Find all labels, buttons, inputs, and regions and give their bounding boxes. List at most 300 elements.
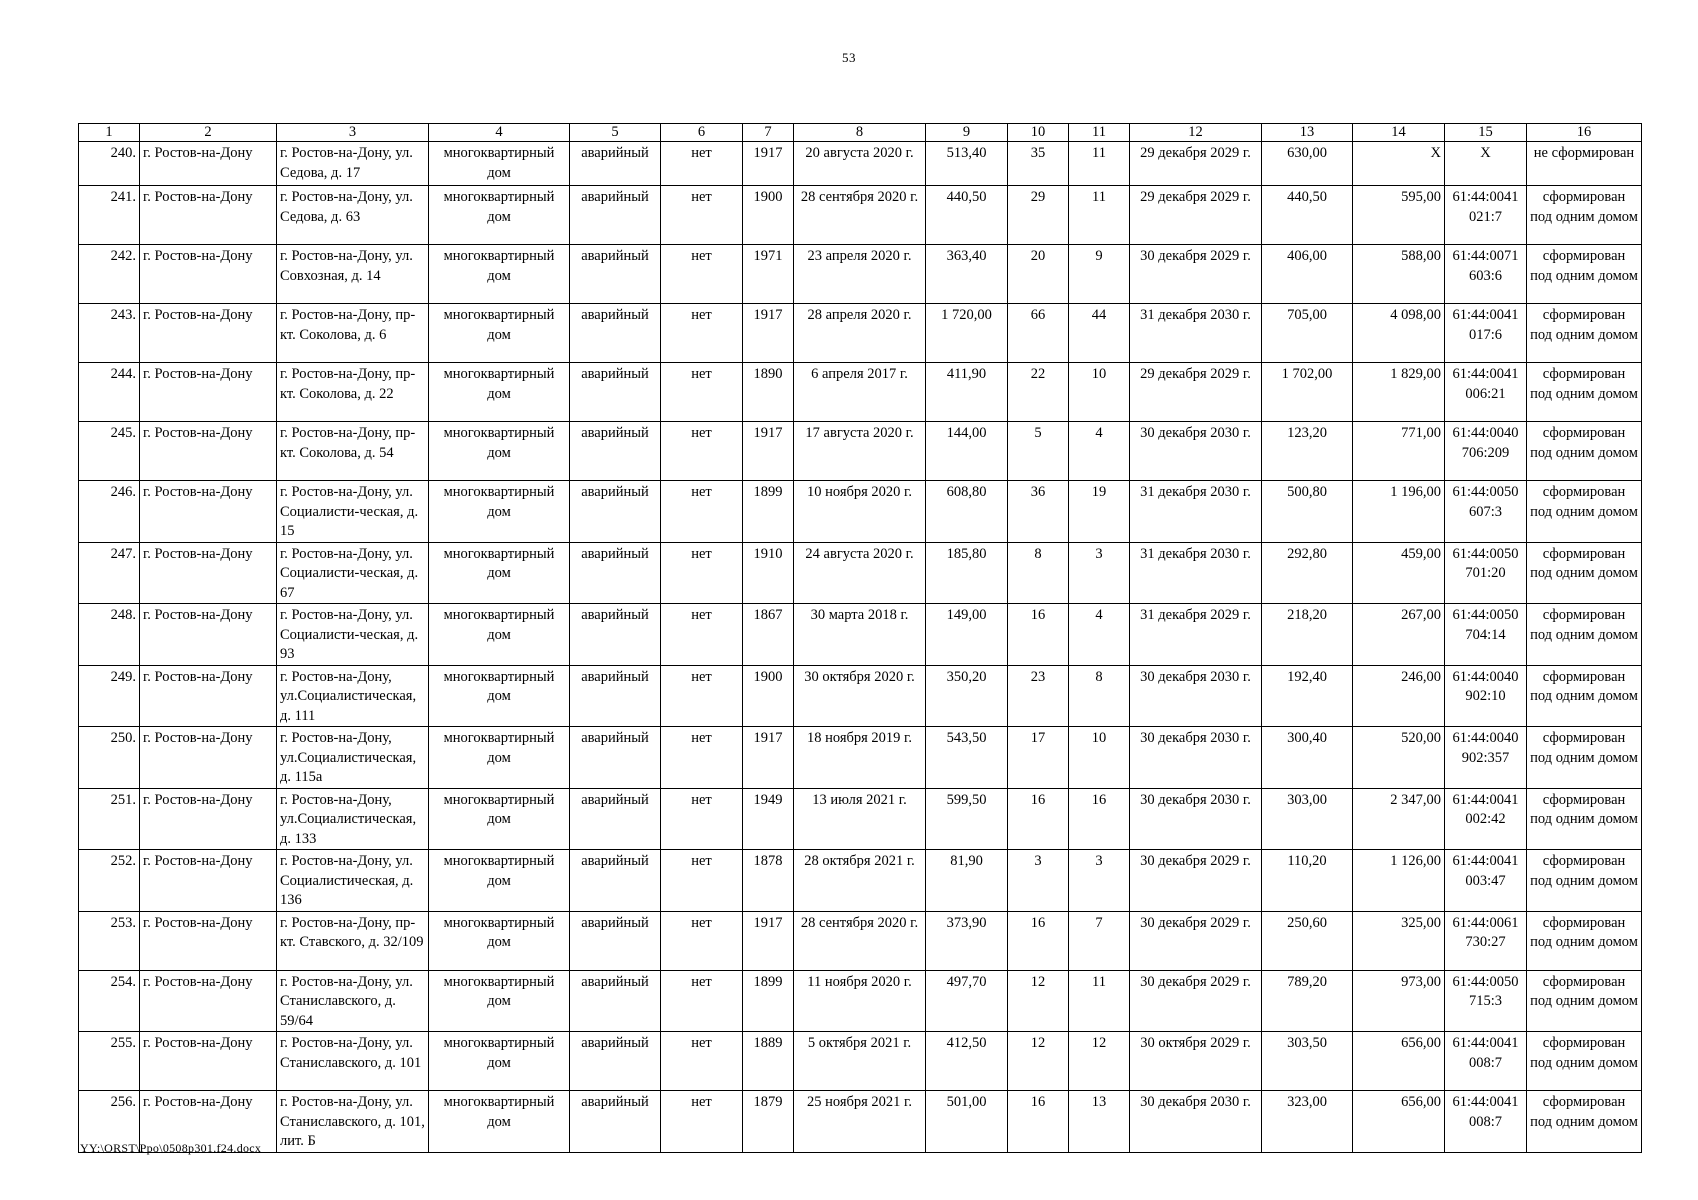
cell-premises: 8 xyxy=(1069,665,1130,727)
table-row xyxy=(79,186,1642,245)
cell-condition: аварийный xyxy=(570,363,661,422)
column-header-12: 12 xyxy=(1130,124,1262,142)
cell-cadastral-number: 61:44:0041 021:7 xyxy=(1445,186,1527,245)
cell-residents: 16 xyxy=(1008,604,1069,666)
cell-residents: 35 xyxy=(1008,142,1069,186)
cell-row-number: 244. xyxy=(79,363,140,422)
cell-premises: 3 xyxy=(1069,542,1130,604)
table-row xyxy=(79,970,1642,1032)
cell-row-number: 243. xyxy=(79,304,140,363)
table-row xyxy=(79,727,1642,789)
cell-municipality: г. Ростов-на-Дону xyxy=(140,304,277,363)
cell-row-number: 245. xyxy=(79,422,140,481)
cell-land-status: сформирован под одним домом xyxy=(1527,665,1642,727)
cell-cadastral-number: 61:44:0050 701:20 xyxy=(1445,542,1527,604)
column-header-2: 2 xyxy=(140,124,277,142)
cell-land-cadastral-area: 588,00 xyxy=(1353,245,1445,304)
cell-address: г. Ростов-на-Дону, пр-кт. Соколова, д. 6 xyxy=(277,304,429,363)
cell-land-status: сформирован под одним домом xyxy=(1527,970,1642,1032)
cell-area: 412,50 xyxy=(926,1032,1008,1091)
cell-land-area: 303,50 xyxy=(1262,1032,1353,1091)
cell-residents: 23 xyxy=(1008,665,1069,727)
cell-building-type: многоквартирный дом xyxy=(429,186,570,245)
cell-area: 501,00 xyxy=(926,1091,1008,1153)
cell-area: 599,50 xyxy=(926,788,1008,850)
cell-cadastral-number: 61:44:0050 715:3 xyxy=(1445,970,1527,1032)
cell-relocation-date: 30 декабря 2030 г. xyxy=(1130,788,1262,850)
cell-relocation-date: 30 декабря 2030 г. xyxy=(1130,665,1262,727)
cell-residents: 8 xyxy=(1008,542,1069,604)
cell-row-number: 247. xyxy=(79,542,140,604)
cell-cadastral-number: 61:44:0061 730:27 xyxy=(1445,911,1527,970)
cell-land-area: 218,20 xyxy=(1262,604,1353,666)
column-header-5: 5 xyxy=(570,124,661,142)
cell-recognition-date: 10 ноября 2020 г. xyxy=(794,481,926,543)
cell-municipality: г. Ростов-на-Дону xyxy=(140,186,277,245)
page-number: 53 xyxy=(842,50,856,65)
cell-land-cadastral-area: 656,00 xyxy=(1353,1032,1445,1091)
cell-land-cadastral-area: 1 829,00 xyxy=(1353,363,1445,422)
cell-relocation-date: 30 октября 2029 г. xyxy=(1130,1032,1262,1091)
cell-municipality: г. Ростов-на-Дону xyxy=(140,727,277,789)
cell-cadastral-number: 61:44:0050 607:3 xyxy=(1445,481,1527,543)
cell-residents: 66 xyxy=(1008,304,1069,363)
cell-area: 363,40 xyxy=(926,245,1008,304)
table-row xyxy=(79,363,1642,422)
cell-area: 373,90 xyxy=(926,911,1008,970)
cell-land-area: 406,00 xyxy=(1262,245,1353,304)
cell-relocation-date: 30 декабря 2029 г. xyxy=(1130,850,1262,912)
cell-land-status: сформирован под одним домом xyxy=(1527,245,1642,304)
cell-cadastral-number: 61:44:0040 902:10 xyxy=(1445,665,1527,727)
cell-year-built: 1899 xyxy=(743,481,794,543)
cell-condition: аварийный xyxy=(570,788,661,850)
column-header-13: 13 xyxy=(1262,124,1353,142)
cell-cultural-heritage: нет xyxy=(661,245,743,304)
cell-cadastral-number: 61:44:0041 006:21 xyxy=(1445,363,1527,422)
cell-municipality: г. Ростов-на-Дону xyxy=(140,665,277,727)
cell-cultural-heritage: нет xyxy=(661,1032,743,1091)
cell-year-built: 1917 xyxy=(743,422,794,481)
cell-year-built: 1890 xyxy=(743,363,794,422)
cell-land-cadastral-area: Х xyxy=(1353,142,1445,186)
cell-premises: 11 xyxy=(1069,142,1130,186)
cell-land-area: 123,20 xyxy=(1262,422,1353,481)
cell-cadastral-number: Х xyxy=(1445,142,1527,186)
table-row xyxy=(79,850,1642,912)
cell-municipality: г. Ростов-на-Дону xyxy=(140,245,277,304)
cell-cultural-heritage: нет xyxy=(661,542,743,604)
cell-row-number: 256. xyxy=(79,1091,140,1153)
cell-cadastral-number: 61:44:0071 603:6 xyxy=(1445,245,1527,304)
cell-row-number: 252. xyxy=(79,850,140,912)
cell-address: г. Ростов-на-Дону, ул. Станиславского, д. 101 xyxy=(277,1032,429,1091)
column-header-3: 3 xyxy=(277,124,429,142)
cell-recognition-date: 28 сентября 2020 г. xyxy=(794,186,926,245)
cell-cultural-heritage: нет xyxy=(661,850,743,912)
cell-cultural-heritage: нет xyxy=(661,481,743,543)
cell-area: 350,20 xyxy=(926,665,1008,727)
cell-condition: аварийный xyxy=(570,422,661,481)
cell-relocation-date: 30 декабря 2030 г. xyxy=(1130,422,1262,481)
cell-recognition-date: 24 августа 2020 г. xyxy=(794,542,926,604)
cell-premises: 4 xyxy=(1069,604,1130,666)
cell-relocation-date: 29 декабря 2029 г. xyxy=(1130,363,1262,422)
table-row xyxy=(79,665,1642,727)
cell-premises: 44 xyxy=(1069,304,1130,363)
table-row xyxy=(79,304,1642,363)
cell-recognition-date: 20 августа 2020 г. xyxy=(794,142,926,186)
cell-building-type: многоквартирный дом xyxy=(429,911,570,970)
cell-cadastral-number: 61:44:0041 008:7 xyxy=(1445,1091,1527,1153)
cell-land-cadastral-area: 246,00 xyxy=(1353,665,1445,727)
cell-building-type: многоквартирный дом xyxy=(429,1091,570,1153)
column-header-1: 1 xyxy=(79,124,140,142)
table-body xyxy=(79,142,1642,1153)
cell-row-number: 240. xyxy=(79,142,140,186)
cell-land-cadastral-area: 595,00 xyxy=(1353,186,1445,245)
cell-cadastral-number: 61:44:0040 902:357 xyxy=(1445,727,1527,789)
cell-premises: 13 xyxy=(1069,1091,1130,1153)
cell-condition: аварийный xyxy=(570,245,661,304)
column-header-10: 10 xyxy=(1008,124,1069,142)
cell-area: 149,00 xyxy=(926,604,1008,666)
cell-land-status: сформирован под одним домом xyxy=(1527,727,1642,789)
cell-cultural-heritage: нет xyxy=(661,304,743,363)
cell-municipality: г. Ростов-на-Дону xyxy=(140,422,277,481)
cell-land-area: 192,40 xyxy=(1262,665,1353,727)
cell-recognition-date: 5 октября 2021 г. xyxy=(794,1032,926,1091)
cell-year-built: 1878 xyxy=(743,850,794,912)
cell-land-status: сформирован под одним домом xyxy=(1527,1091,1642,1153)
cell-land-area: 292,80 xyxy=(1262,542,1353,604)
column-header-7: 7 xyxy=(743,124,794,142)
cell-address: г. Ростов-на-Дону, пр-кт. Соколова, д. 22 xyxy=(277,363,429,422)
cell-premises: 9 xyxy=(1069,245,1130,304)
cell-address: г. Ростов-на-Дону, ул. Социалистическая, д. 136 xyxy=(277,850,429,912)
cell-condition: аварийный xyxy=(570,665,661,727)
column-header-4: 4 xyxy=(429,124,570,142)
cell-condition: аварийный xyxy=(570,1091,661,1153)
cell-address: г. Ростов-на-Дону, ул. Седова, д. 63 xyxy=(277,186,429,245)
cell-relocation-date: 30 декабря 2030 г. xyxy=(1130,727,1262,789)
cell-relocation-date: 31 декабря 2030 г. xyxy=(1130,542,1262,604)
cell-cultural-heritage: нет xyxy=(661,422,743,481)
cell-building-type: многоквартирный дом xyxy=(429,665,570,727)
cell-residents: 12 xyxy=(1008,1032,1069,1091)
cell-land-area: 250,60 xyxy=(1262,911,1353,970)
cell-municipality: г. Ростов-на-Дону xyxy=(140,1032,277,1091)
cell-cadastral-number: 61:44:0041 002:42 xyxy=(1445,788,1527,850)
cell-land-cadastral-area: 520,00 xyxy=(1353,727,1445,789)
cell-land-area: 110,20 xyxy=(1262,850,1353,912)
cell-address: г. Ростов-на-Дону, ул.Социалистическая, д. 115а xyxy=(277,727,429,789)
cell-cultural-heritage: нет xyxy=(661,970,743,1032)
cell-residents: 12 xyxy=(1008,970,1069,1032)
cell-residents: 16 xyxy=(1008,788,1069,850)
cell-cultural-heritage: нет xyxy=(661,788,743,850)
table-row xyxy=(79,1032,1642,1091)
column-header-9: 9 xyxy=(926,124,1008,142)
cell-condition: аварийный xyxy=(570,911,661,970)
cell-area: 440,50 xyxy=(926,186,1008,245)
cell-year-built: 1900 xyxy=(743,665,794,727)
cell-address: г. Ростов-на-Дону, ул. Седова, д. 17 xyxy=(277,142,429,186)
cell-relocation-date: 31 декабря 2030 г. xyxy=(1130,304,1262,363)
table-row xyxy=(79,481,1642,543)
cell-land-status: сформирован под одним домом xyxy=(1527,542,1642,604)
cell-condition: аварийный xyxy=(570,542,661,604)
cell-residents: 5 xyxy=(1008,422,1069,481)
column-header-14: 14 xyxy=(1353,124,1445,142)
cell-condition: аварийный xyxy=(570,727,661,789)
cell-address: г. Ростов-на-Дону, пр-кт. Соколова, д. 54 xyxy=(277,422,429,481)
cell-relocation-date: 31 декабря 2030 г. xyxy=(1130,481,1262,543)
cell-address: г. Ростов-на-Дону, ул.Социалистическая, д. 111 xyxy=(277,665,429,727)
cell-relocation-date: 30 декабря 2029 г. xyxy=(1130,970,1262,1032)
cell-building-type: многоквартирный дом xyxy=(429,542,570,604)
cell-recognition-date: 17 августа 2020 г. xyxy=(794,422,926,481)
cell-condition: аварийный xyxy=(570,186,661,245)
cell-building-type: многоквартирный дом xyxy=(429,604,570,666)
cell-land-status: сформирован под одним домом xyxy=(1527,481,1642,543)
cell-recognition-date: 30 октября 2020 г. xyxy=(794,665,926,727)
cell-condition: аварийный xyxy=(570,142,661,186)
cell-municipality: г. Ростов-на-Дону xyxy=(140,850,277,912)
cell-recognition-date: 6 апреля 2017 г. xyxy=(794,363,926,422)
cell-building-type: многоквартирный дом xyxy=(429,1032,570,1091)
cell-land-cadastral-area: 1 126,00 xyxy=(1353,850,1445,912)
cell-row-number: 248. xyxy=(79,604,140,666)
cell-municipality: г. Ростов-на-Дону xyxy=(140,1091,277,1153)
cell-cultural-heritage: нет xyxy=(661,665,743,727)
cell-land-cadastral-area: 973,00 xyxy=(1353,970,1445,1032)
column-header-8: 8 xyxy=(794,124,926,142)
cell-condition: аварийный xyxy=(570,604,661,666)
cell-cadastral-number: 61:44:0040 706:209 xyxy=(1445,422,1527,481)
cell-land-status: сформирован под одним домом xyxy=(1527,850,1642,912)
cell-building-type: многоквартирный дом xyxy=(429,727,570,789)
cell-land-area: 789,20 xyxy=(1262,970,1353,1032)
cell-cadastral-number: 61:44:0041 003:47 xyxy=(1445,850,1527,912)
cell-year-built: 1867 xyxy=(743,604,794,666)
cell-recognition-date: 28 сентября 2020 г. xyxy=(794,911,926,970)
cell-cultural-heritage: нет xyxy=(661,604,743,666)
cell-area: 543,50 xyxy=(926,727,1008,789)
cell-municipality: г. Ростов-на-Дону xyxy=(140,604,277,666)
cell-year-built: 1971 xyxy=(743,245,794,304)
cell-land-status: сформирован под одним домом xyxy=(1527,1032,1642,1091)
cell-land-status: сформирован под одним домом xyxy=(1527,788,1642,850)
cell-cultural-heritage: нет xyxy=(661,142,743,186)
cell-land-cadastral-area: 325,00 xyxy=(1353,911,1445,970)
column-number-header-row xyxy=(79,124,1642,142)
cell-recognition-date: 23 апреля 2020 г. xyxy=(794,245,926,304)
cell-residents: 20 xyxy=(1008,245,1069,304)
cell-land-status: не сформирован xyxy=(1527,142,1642,186)
column-header-15: 15 xyxy=(1445,124,1527,142)
cell-row-number: 241. xyxy=(79,186,140,245)
cell-land-cadastral-area: 459,00 xyxy=(1353,542,1445,604)
cell-recognition-date: 11 ноября 2020 г. xyxy=(794,970,926,1032)
footer-file-path: YY:\ORST\Ppo\0508p301.f24.docx xyxy=(80,1141,262,1155)
cell-cultural-heritage: нет xyxy=(661,911,743,970)
cell-address: г. Ростов-на-Дону, ул.Социалистическая, д. 133 xyxy=(277,788,429,850)
cell-recognition-date: 18 ноября 2019 г. xyxy=(794,727,926,789)
cell-land-cadastral-area: 1 196,00 xyxy=(1353,481,1445,543)
cell-cultural-heritage: нет xyxy=(661,1091,743,1153)
cell-premises: 19 xyxy=(1069,481,1130,543)
cell-recognition-date: 25 ноября 2021 г. xyxy=(794,1091,926,1153)
cell-land-area: 630,00 xyxy=(1262,142,1353,186)
cell-row-number: 246. xyxy=(79,481,140,543)
cell-relocation-date: 30 декабря 2029 г. xyxy=(1130,245,1262,304)
cell-premises: 10 xyxy=(1069,363,1130,422)
cell-year-built: 1879 xyxy=(743,1091,794,1153)
cell-premises: 16 xyxy=(1069,788,1130,850)
cell-residents: 16 xyxy=(1008,911,1069,970)
cell-building-type: многоквартирный дом xyxy=(429,363,570,422)
cell-year-built: 1899 xyxy=(743,970,794,1032)
cell-premises: 7 xyxy=(1069,911,1130,970)
cell-relocation-date: 29 декабря 2029 г. xyxy=(1130,142,1262,186)
cell-address: г. Ростов-на-Дону, пр-кт. Ставского, д. 32/109 xyxy=(277,911,429,970)
column-header-16: 16 xyxy=(1527,124,1642,142)
cell-land-area: 440,50 xyxy=(1262,186,1353,245)
cell-municipality: г. Ростов-на-Дону xyxy=(140,481,277,543)
cell-building-type: многоквартирный дом xyxy=(429,142,570,186)
cell-year-built: 1917 xyxy=(743,304,794,363)
cell-recognition-date: 28 октября 2021 г. xyxy=(794,850,926,912)
cell-year-built: 1917 xyxy=(743,727,794,789)
table-row xyxy=(79,788,1642,850)
cell-residents: 22 xyxy=(1008,363,1069,422)
cell-relocation-date: 30 декабря 2030 г. xyxy=(1130,1091,1262,1153)
cell-building-type: многоквартирный дом xyxy=(429,850,570,912)
cell-cultural-heritage: нет xyxy=(661,727,743,789)
cell-municipality: г. Ростов-на-Дону xyxy=(140,363,277,422)
cell-area: 185,80 xyxy=(926,542,1008,604)
cell-residents: 17 xyxy=(1008,727,1069,789)
table-row xyxy=(79,245,1642,304)
cell-municipality: г. Ростов-на-Дону xyxy=(140,142,277,186)
cell-building-type: многоквартирный дом xyxy=(429,304,570,363)
cell-municipality: г. Ростов-на-Дону xyxy=(140,911,277,970)
cell-premises: 4 xyxy=(1069,422,1130,481)
table-row xyxy=(79,604,1642,666)
cell-residents: 29 xyxy=(1008,186,1069,245)
cell-address: г. Ростов-на-Дону, ул. Станиславского, д. 59/64 xyxy=(277,970,429,1032)
cell-residents: 3 xyxy=(1008,850,1069,912)
cell-address: г. Ростов-на-Дону, ул. Совхозная, д. 14 xyxy=(277,245,429,304)
cell-land-cadastral-area: 4 098,00 xyxy=(1353,304,1445,363)
cell-relocation-date: 31 декабря 2029 г. xyxy=(1130,604,1262,666)
cell-building-type: многоквартирный дом xyxy=(429,481,570,543)
cell-condition: аварийный xyxy=(570,481,661,543)
cell-year-built: 1949 xyxy=(743,788,794,850)
cell-land-area: 323,00 xyxy=(1262,1091,1353,1153)
cell-building-type: многоквартирный дом xyxy=(429,245,570,304)
cell-address: г. Ростов-на-Дону, ул. Социалисти-ческая, д. 15 xyxy=(277,481,429,543)
cell-cadastral-number: 61:44:0050 704:14 xyxy=(1445,604,1527,666)
cell-condition: аварийный xyxy=(570,850,661,912)
cell-premises: 11 xyxy=(1069,970,1130,1032)
cell-address: г. Ростов-на-Дону, ул. Станиславского, д. 101, лит. Б xyxy=(277,1091,429,1153)
cell-area: 144,00 xyxy=(926,422,1008,481)
cell-land-cadastral-area: 2 347,00 xyxy=(1353,788,1445,850)
cell-address: г. Ростов-на-Дону, ул. Социалисти-ческая, д. 93 xyxy=(277,604,429,666)
housing-registry-table xyxy=(78,123,1642,1153)
cell-land-status: сформирован под одним домом xyxy=(1527,911,1642,970)
column-header-11: 11 xyxy=(1069,124,1130,142)
cell-recognition-date: 28 апреля 2020 г. xyxy=(794,304,926,363)
cell-land-cadastral-area: 656,00 xyxy=(1353,1091,1445,1153)
cell-land-status: сформирован под одним домом xyxy=(1527,363,1642,422)
cell-residents: 16 xyxy=(1008,1091,1069,1153)
cell-premises: 12 xyxy=(1069,1032,1130,1091)
cell-area: 411,90 xyxy=(926,363,1008,422)
cell-premises: 10 xyxy=(1069,727,1130,789)
cell-condition: аварийный xyxy=(570,304,661,363)
cell-land-area: 1 702,00 xyxy=(1262,363,1353,422)
cell-land-cadastral-area: 771,00 xyxy=(1353,422,1445,481)
cell-cultural-heritage: нет xyxy=(661,186,743,245)
table-row xyxy=(79,1091,1642,1153)
cell-area: 513,40 xyxy=(926,142,1008,186)
cell-land-area: 300,40 xyxy=(1262,727,1353,789)
cell-cadastral-number: 61:44:0041 008:7 xyxy=(1445,1032,1527,1091)
cell-row-number: 249. xyxy=(79,665,140,727)
cell-condition: аварийный xyxy=(570,1032,661,1091)
cell-municipality: г. Ростов-на-Дону xyxy=(140,788,277,850)
cell-municipality: г. Ростов-на-Дону xyxy=(140,542,277,604)
cell-cadastral-number: 61:44:0041 017:6 xyxy=(1445,304,1527,363)
cell-land-status: сформирован под одним домом xyxy=(1527,186,1642,245)
table-row xyxy=(79,542,1642,604)
cell-area: 497,70 xyxy=(926,970,1008,1032)
cell-municipality: г. Ростов-на-Дону xyxy=(140,970,277,1032)
cell-row-number: 250. xyxy=(79,727,140,789)
cell-land-status: сформирован под одним домом xyxy=(1527,604,1642,666)
cell-row-number: 255. xyxy=(79,1032,140,1091)
cell-cultural-heritage: нет xyxy=(661,363,743,422)
cell-year-built: 1910 xyxy=(743,542,794,604)
cell-year-built: 1917 xyxy=(743,911,794,970)
cell-row-number: 253. xyxy=(79,911,140,970)
table-row xyxy=(79,911,1642,970)
cell-land-cadastral-area: 267,00 xyxy=(1353,604,1445,666)
cell-building-type: многоквартирный дом xyxy=(429,788,570,850)
cell-condition: аварийный xyxy=(570,970,661,1032)
cell-premises: 3 xyxy=(1069,850,1130,912)
cell-year-built: 1900 xyxy=(743,186,794,245)
cell-premises: 11 xyxy=(1069,186,1130,245)
cell-row-number: 251. xyxy=(79,788,140,850)
cell-land-area: 705,00 xyxy=(1262,304,1353,363)
cell-area: 81,90 xyxy=(926,850,1008,912)
cell-area: 1 720,00 xyxy=(926,304,1008,363)
cell-address: г. Ростов-на-Дону, ул. Социалисти-ческая, д. 67 xyxy=(277,542,429,604)
cell-land-status: сформирован под одним домом xyxy=(1527,304,1642,363)
cell-row-number: 254. xyxy=(79,970,140,1032)
cell-area: 608,80 xyxy=(926,481,1008,543)
cell-row-number: 242. xyxy=(79,245,140,304)
table-row xyxy=(79,142,1642,186)
column-header-6: 6 xyxy=(661,124,743,142)
cell-recognition-date: 30 марта 2018 г. xyxy=(794,604,926,666)
cell-land-area: 500,80 xyxy=(1262,481,1353,543)
cell-building-type: многоквартирный дом xyxy=(429,970,570,1032)
